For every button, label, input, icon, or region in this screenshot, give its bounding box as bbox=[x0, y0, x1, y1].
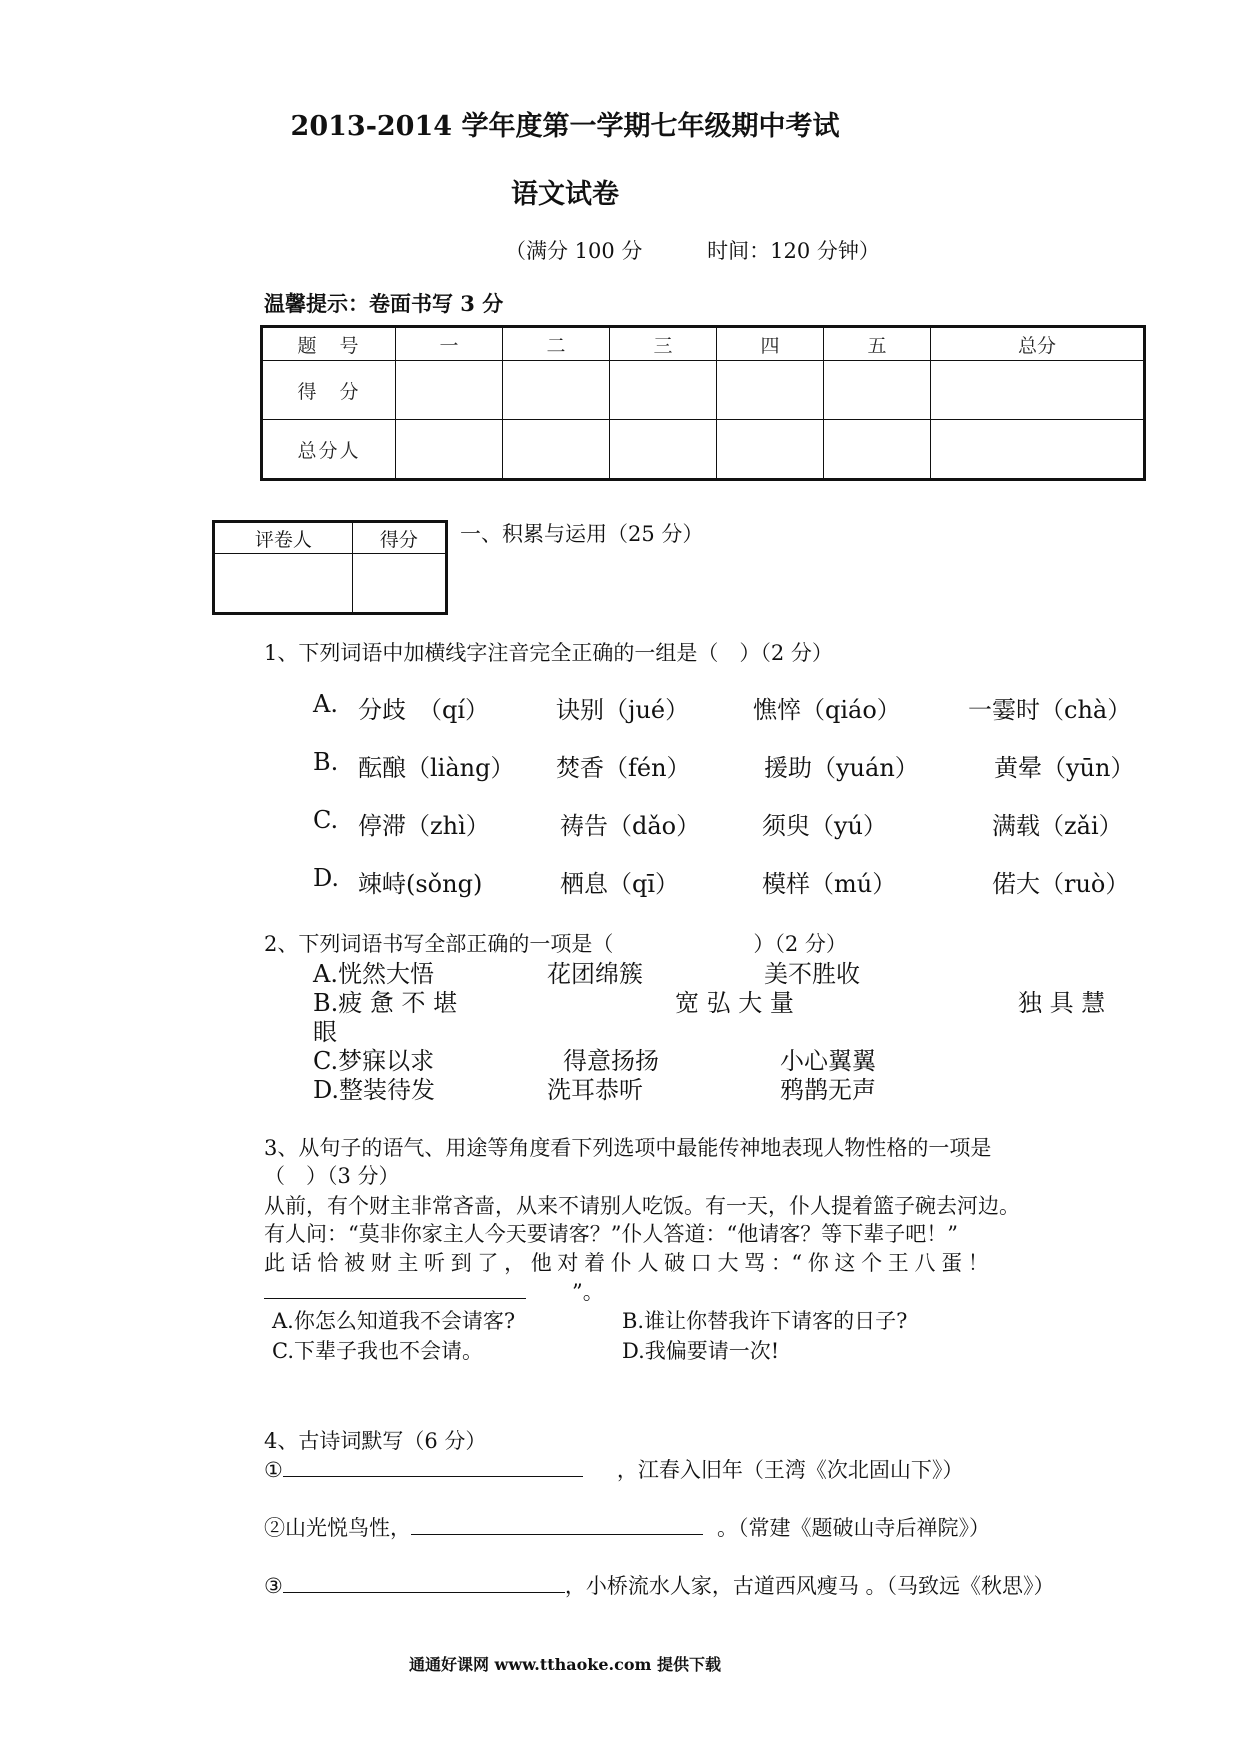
poem-answer-blank[interactable] bbox=[283, 1574, 565, 1593]
q1-option-b-item: 援助（yuán） bbox=[764, 754, 919, 782]
exam-time: 时间：120 分钟） bbox=[707, 239, 880, 263]
q1-option-a-item: 诀别（jué） bbox=[556, 696, 690, 724]
poem-line-1 bbox=[264, 1454, 963, 1484]
question-3-stem-tail: （ ）（3 分） bbox=[264, 1164, 400, 1188]
q2-option-item: 恍然大悟 bbox=[337, 960, 434, 988]
q2-option-wrap: 眼 bbox=[313, 1018, 337, 1046]
grader-cell[interactable] bbox=[214, 554, 353, 614]
q3-passage-line: 有人问：“莫非你家主人今天要请客？”仆人答道：“他请客？等下辈子吧！” bbox=[264, 1222, 958, 1246]
table-header-cell: 总分 bbox=[931, 327, 1145, 361]
table-row bbox=[262, 420, 1145, 480]
page-subtitle: 语文试卷 bbox=[511, 179, 619, 210]
q1-option-a-label: A. bbox=[313, 690, 338, 718]
q1-option-c-item: 满载（zǎi） bbox=[992, 812, 1123, 840]
q2-stem-start: 2、下列词语书写全部正确的一项是（ bbox=[264, 932, 614, 956]
q1-option-b-item: 焚香（fén） bbox=[556, 754, 691, 782]
q1-option-b-label: B. bbox=[313, 748, 339, 776]
q3-passage-line: 此 话 恰 被 财 主 听 到 了 ， 他 对 着 仆 人 破 口 大 骂 ：“ 你 这 个 王 八 蛋 ！ bbox=[264, 1251, 989, 1275]
q1-option-d-item: 竦峙(sǒng) bbox=[358, 870, 483, 898]
row-label-score: 得 分 bbox=[262, 361, 396, 420]
q2-option-d bbox=[313, 1070, 435, 1105]
score-cell[interactable] bbox=[931, 361, 1145, 420]
poem-answer-blank[interactable] bbox=[411, 1516, 703, 1535]
q3-option: C.下辈子我也不会请。 bbox=[272, 1339, 483, 1363]
q3-passage-line: ”。 bbox=[572, 1280, 604, 1304]
q2-option-item: 梦寐以求 bbox=[338, 1047, 435, 1075]
poem-line-prefix: ① bbox=[264, 1458, 283, 1482]
score-cell[interactable] bbox=[824, 361, 931, 420]
table-header-cell: 四 bbox=[717, 327, 824, 361]
table-header-cell: 三 bbox=[610, 327, 717, 361]
full-score: （满分 100 分 bbox=[505, 239, 643, 263]
score-table bbox=[260, 325, 1146, 481]
q2-option-item: 小心翼翼 bbox=[780, 1047, 876, 1075]
poem-line-prefix: ③ bbox=[264, 1574, 283, 1598]
page-title: 2013-2014 学年度第一学期七年级期中考试 bbox=[290, 111, 840, 142]
q2-option-a-label: A. bbox=[313, 960, 338, 988]
q3-passage-end bbox=[264, 1276, 604, 1306]
q3-option: A.你怎么知道我不会请客? bbox=[272, 1309, 516, 1333]
poem-answer-blank[interactable] bbox=[283, 1458, 583, 1477]
q1-option-d-item: 偌大（ruò） bbox=[992, 870, 1130, 898]
grader-table bbox=[212, 520, 448, 615]
score-cell[interactable] bbox=[717, 361, 824, 420]
poem-line-3 bbox=[264, 1570, 1055, 1600]
q1-option-d-item: 模样（mú） bbox=[762, 870, 897, 898]
table-header-cell: 二 bbox=[503, 327, 610, 361]
q2-option-d-label: D. bbox=[313, 1076, 340, 1104]
q2-option-item: 洗耳恭听 bbox=[547, 1076, 643, 1104]
section-title: 一、积累与运用（25 分） bbox=[460, 522, 704, 546]
table-row bbox=[214, 522, 447, 554]
score-cell[interactable] bbox=[824, 420, 931, 480]
q1-option-b-item: 黄晕（yūn） bbox=[994, 754, 1135, 782]
question-1-stem: 1、下列词语中加横线字注音完全正确的一组是（ ）（2 分） bbox=[264, 641, 833, 665]
grader-header: 评卷人 bbox=[214, 522, 353, 554]
score-cell[interactable] bbox=[717, 420, 824, 480]
q2-option-item: 独 具 慧 bbox=[1018, 989, 1106, 1017]
row-label-scorer: 总分人 bbox=[262, 420, 396, 480]
q2-option-item: 宽 弘 大 量 bbox=[675, 989, 794, 1017]
table-header-cell: 五 bbox=[824, 327, 931, 361]
tip-text: 温馨提示：卷面书写 3 分 bbox=[264, 291, 504, 316]
q1-option-c-item: 停滞（zhì） bbox=[358, 812, 490, 840]
poem-line-text: 。（常建《题破山寺后禅院》） bbox=[717, 1516, 990, 1540]
exam-meta bbox=[505, 235, 938, 265]
page-footer: 通通好课网 www.tthaoke.com 提供下载 bbox=[408, 1655, 722, 1674]
score-cell[interactable] bbox=[503, 420, 610, 480]
q2-option-item: 整装待发 bbox=[339, 1076, 436, 1104]
q1-option-d-label: D. bbox=[313, 864, 340, 892]
q3-passage-line: 从前，有个财主非常吝啬，从来不请别人吃饭。有一天，仆人提着篮子碗去河边。 bbox=[264, 1194, 1020, 1218]
score-cell[interactable] bbox=[396, 420, 503, 480]
poem-line-text: ，小桥流水人家，古道西风瘦马 。（马致远《秋思》） bbox=[564, 1574, 1055, 1598]
q3-option: B.谁让你替我许下请客的日子? bbox=[622, 1309, 908, 1333]
score-cell[interactable] bbox=[610, 361, 717, 420]
q1-option-c-item: 须臾（yú） bbox=[762, 812, 888, 840]
question-3-stem: 3、从句子的语气、用途等角度看下列选项中最能传神地表现人物性格的一项是 bbox=[264, 1136, 992, 1160]
q2-option-item: 得意扬扬 bbox=[563, 1047, 659, 1075]
table-header-cell: 题 号 bbox=[262, 327, 396, 361]
q3-answer-blank[interactable] bbox=[264, 1280, 526, 1299]
q2-option-item: 美不胜收 bbox=[764, 960, 860, 988]
q2-option-item: 鸦鹊无声 bbox=[780, 1076, 876, 1104]
q3-option: D.我偏要请一次! bbox=[622, 1339, 780, 1363]
table-header-cell: 一 bbox=[396, 327, 503, 361]
score-cell[interactable] bbox=[610, 420, 717, 480]
question-4-stem: 4、古诗词默写（6 分） bbox=[264, 1429, 487, 1453]
score-cell[interactable] bbox=[931, 420, 1145, 480]
poem-line-2 bbox=[264, 1512, 990, 1542]
q1-option-d-item: 栖息（qī） bbox=[560, 870, 680, 898]
q1-option-c-item: 祷告（dǎo） bbox=[560, 812, 701, 840]
q2-option-item: 花团绵簇 bbox=[547, 960, 643, 988]
grader-score-cell[interactable] bbox=[352, 554, 446, 614]
q2-stem-end: ）（2 分） bbox=[753, 932, 847, 956]
q2-option-c-label: C. bbox=[313, 1047, 339, 1075]
score-cell[interactable] bbox=[503, 361, 610, 420]
table-row bbox=[262, 327, 1145, 361]
poem-line-prefix: ②山光悦鸟性， bbox=[264, 1516, 411, 1540]
table-row bbox=[262, 361, 1145, 420]
q1-option-a-item: 一霎时（chà） bbox=[968, 696, 1132, 724]
q2-option-b-label: B. bbox=[313, 989, 339, 1017]
q2-option-item: 疲 惫 不 堪 bbox=[338, 989, 458, 1017]
q1-option-b-item: 酝酿（liàng） bbox=[358, 754, 515, 782]
table-row bbox=[214, 554, 447, 614]
score-cell[interactable] bbox=[396, 361, 503, 420]
q1-option-c-label: C. bbox=[313, 806, 339, 834]
q1-option-a-item: 憔悴（qiáo） bbox=[753, 696, 901, 724]
q1-option-a-item: 分歧 （qí） bbox=[358, 696, 490, 724]
poem-line-text: ，江春入旧年（王湾《次北固山下》） bbox=[616, 1458, 964, 1482]
grader-score-header: 得分 bbox=[352, 522, 446, 554]
